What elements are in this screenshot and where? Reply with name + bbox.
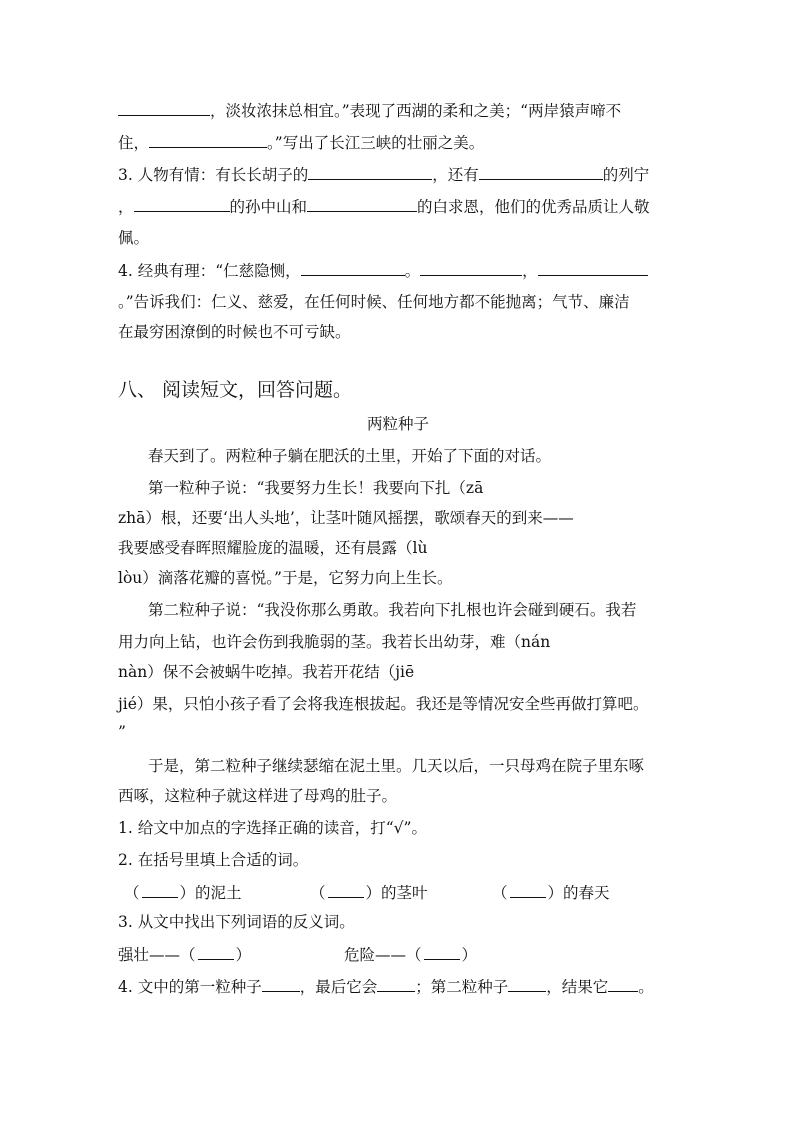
section-heading: 八、 阅读短文，回答问题。 (118, 379, 353, 401)
answer-blank[interactable] (420, 260, 522, 276)
text: 。”写出了长江三峡的壮丽之美。 (267, 134, 485, 152)
text: 4. 经典有理：“仁慈隐恻， (118, 262, 301, 280)
answer-blank[interactable] (142, 882, 178, 898)
line-3 (118, 164, 678, 185)
answer-blank[interactable] (308, 164, 432, 180)
close-paren: ） (461, 946, 478, 964)
answer-blank[interactable] (198, 944, 234, 960)
passage-line: 第一粒种子说：“我要努力生长！我要向下扎（zā (148, 479, 484, 497)
q2-item-3 (492, 882, 610, 903)
passage-line: lòu）滴落花瓣的喜悦。”于是，它努力向上生长。 (118, 569, 453, 587)
answer-blank[interactable] (307, 196, 417, 212)
close-paren: ） (235, 946, 252, 964)
text: 的列宁 (602, 166, 650, 184)
line-5: 佩。 (118, 229, 150, 247)
text: ）的春天 (547, 884, 610, 902)
question-2: 2. 在括号里填上合适的词。 (118, 851, 309, 869)
text: 的白求恩，他们的优秀品质让人敬 (417, 198, 650, 216)
passage-title: 两粒种子 (366, 415, 429, 433)
question-1: 1. 给文中加点的字选择正确的读音，打“√”。 (118, 819, 427, 837)
text: ，淡妆浓抹总相宜。”表现了西湖的柔和之美；“两岸猿声啼不 (210, 102, 622, 120)
q2-item-1 (124, 882, 242, 903)
question-3: 3. 从文中找出下列词语的反义词。 (118, 913, 355, 931)
line-8: 在最穷困潦倒的时候也不可亏缺。 (118, 323, 351, 341)
answer-blank[interactable] (149, 132, 267, 148)
passage-line: 春天到了。两粒种子躺在肥沃的土里，开始了下面的对话。 (148, 447, 552, 465)
text: 4. 文中的第一粒种子 (118, 978, 262, 996)
text: 危险——（ (344, 946, 422, 964)
answer-blank[interactable] (508, 976, 546, 992)
q3-item-1 (118, 944, 251, 965)
passage-line: 于是，第二粒种子继续瑟缩在泥土里。几天以后，一只母鸡在院子里东啄 (148, 757, 645, 775)
answer-blank[interactable] (479, 164, 603, 180)
answer-blank[interactable] (538, 260, 648, 276)
text: 的孙中山和 (229, 198, 308, 216)
text: ；第二粒种子 (415, 978, 509, 996)
passage-line: jié）果，只怕小孩子看了会将我连根拔起。我还是等情况安全些再做打算吧。 (118, 695, 649, 713)
text: 强壮——（ (118, 946, 196, 964)
passage-line: zhā）根，还要‘出人头地’，让茎叶随风摇摆，歌颂春天的到来—— (118, 509, 574, 527)
line-6 (118, 260, 678, 281)
text: 。 (404, 262, 421, 280)
line-7: 。”告诉我们：仁义、慈爱，在任何时候、任何地方都不能抛离；气节、廉洁 (118, 293, 630, 311)
answer-blank[interactable] (377, 976, 415, 992)
passage-line: 第二粒种子说：“我没你那么勇敢。我若向下扎根也许会碰到硬石。我若 (148, 601, 637, 619)
text: ，最后它会 (299, 978, 378, 996)
answer-blank[interactable] (118, 100, 210, 116)
question-4 (118, 976, 678, 997)
open-paren: （ (492, 884, 508, 902)
line-1 (118, 100, 678, 121)
text: ）的茎叶 (365, 884, 428, 902)
answer-blank[interactable] (328, 882, 364, 898)
text: 。 (638, 978, 654, 996)
line-4 (118, 196, 678, 217)
text: ，结果它 (546, 978, 609, 996)
answer-blank[interactable] (510, 882, 546, 898)
text: ）的泥土 (179, 884, 242, 902)
open-paren: （ (310, 884, 326, 902)
answer-blank[interactable] (301, 260, 405, 276)
answer-blank[interactable] (262, 976, 300, 992)
passage-line: nàn）保不会被蜗牛吃掉。我若开花结（jiē (118, 663, 415, 681)
answer-blank[interactable] (608, 976, 638, 992)
text: ，还有 (432, 166, 479, 184)
answer-blank[interactable] (134, 196, 230, 212)
q3-item-2 (344, 944, 477, 965)
q2-item-2 (310, 882, 428, 903)
passage-line: 用力向上钻，也许会伤到我脆弱的茎。我若长出幼芽，难（nán (118, 633, 551, 651)
text: ， (522, 262, 538, 280)
passage-line: 西啄，这粒种子就这样进了母鸡的肚子。 (118, 787, 398, 805)
open-paren: （ (124, 884, 140, 902)
text: 3. 人物有情：有长长胡子的 (118, 166, 309, 184)
text: 住， (118, 134, 150, 152)
answer-blank[interactable] (424, 944, 460, 960)
text: ， (118, 198, 134, 216)
passage-line: 我要感受春晖照耀脸庞的温暖，还有晨露（lù (118, 539, 428, 557)
line-2 (118, 132, 678, 153)
passage-line: ” (118, 723, 126, 741)
